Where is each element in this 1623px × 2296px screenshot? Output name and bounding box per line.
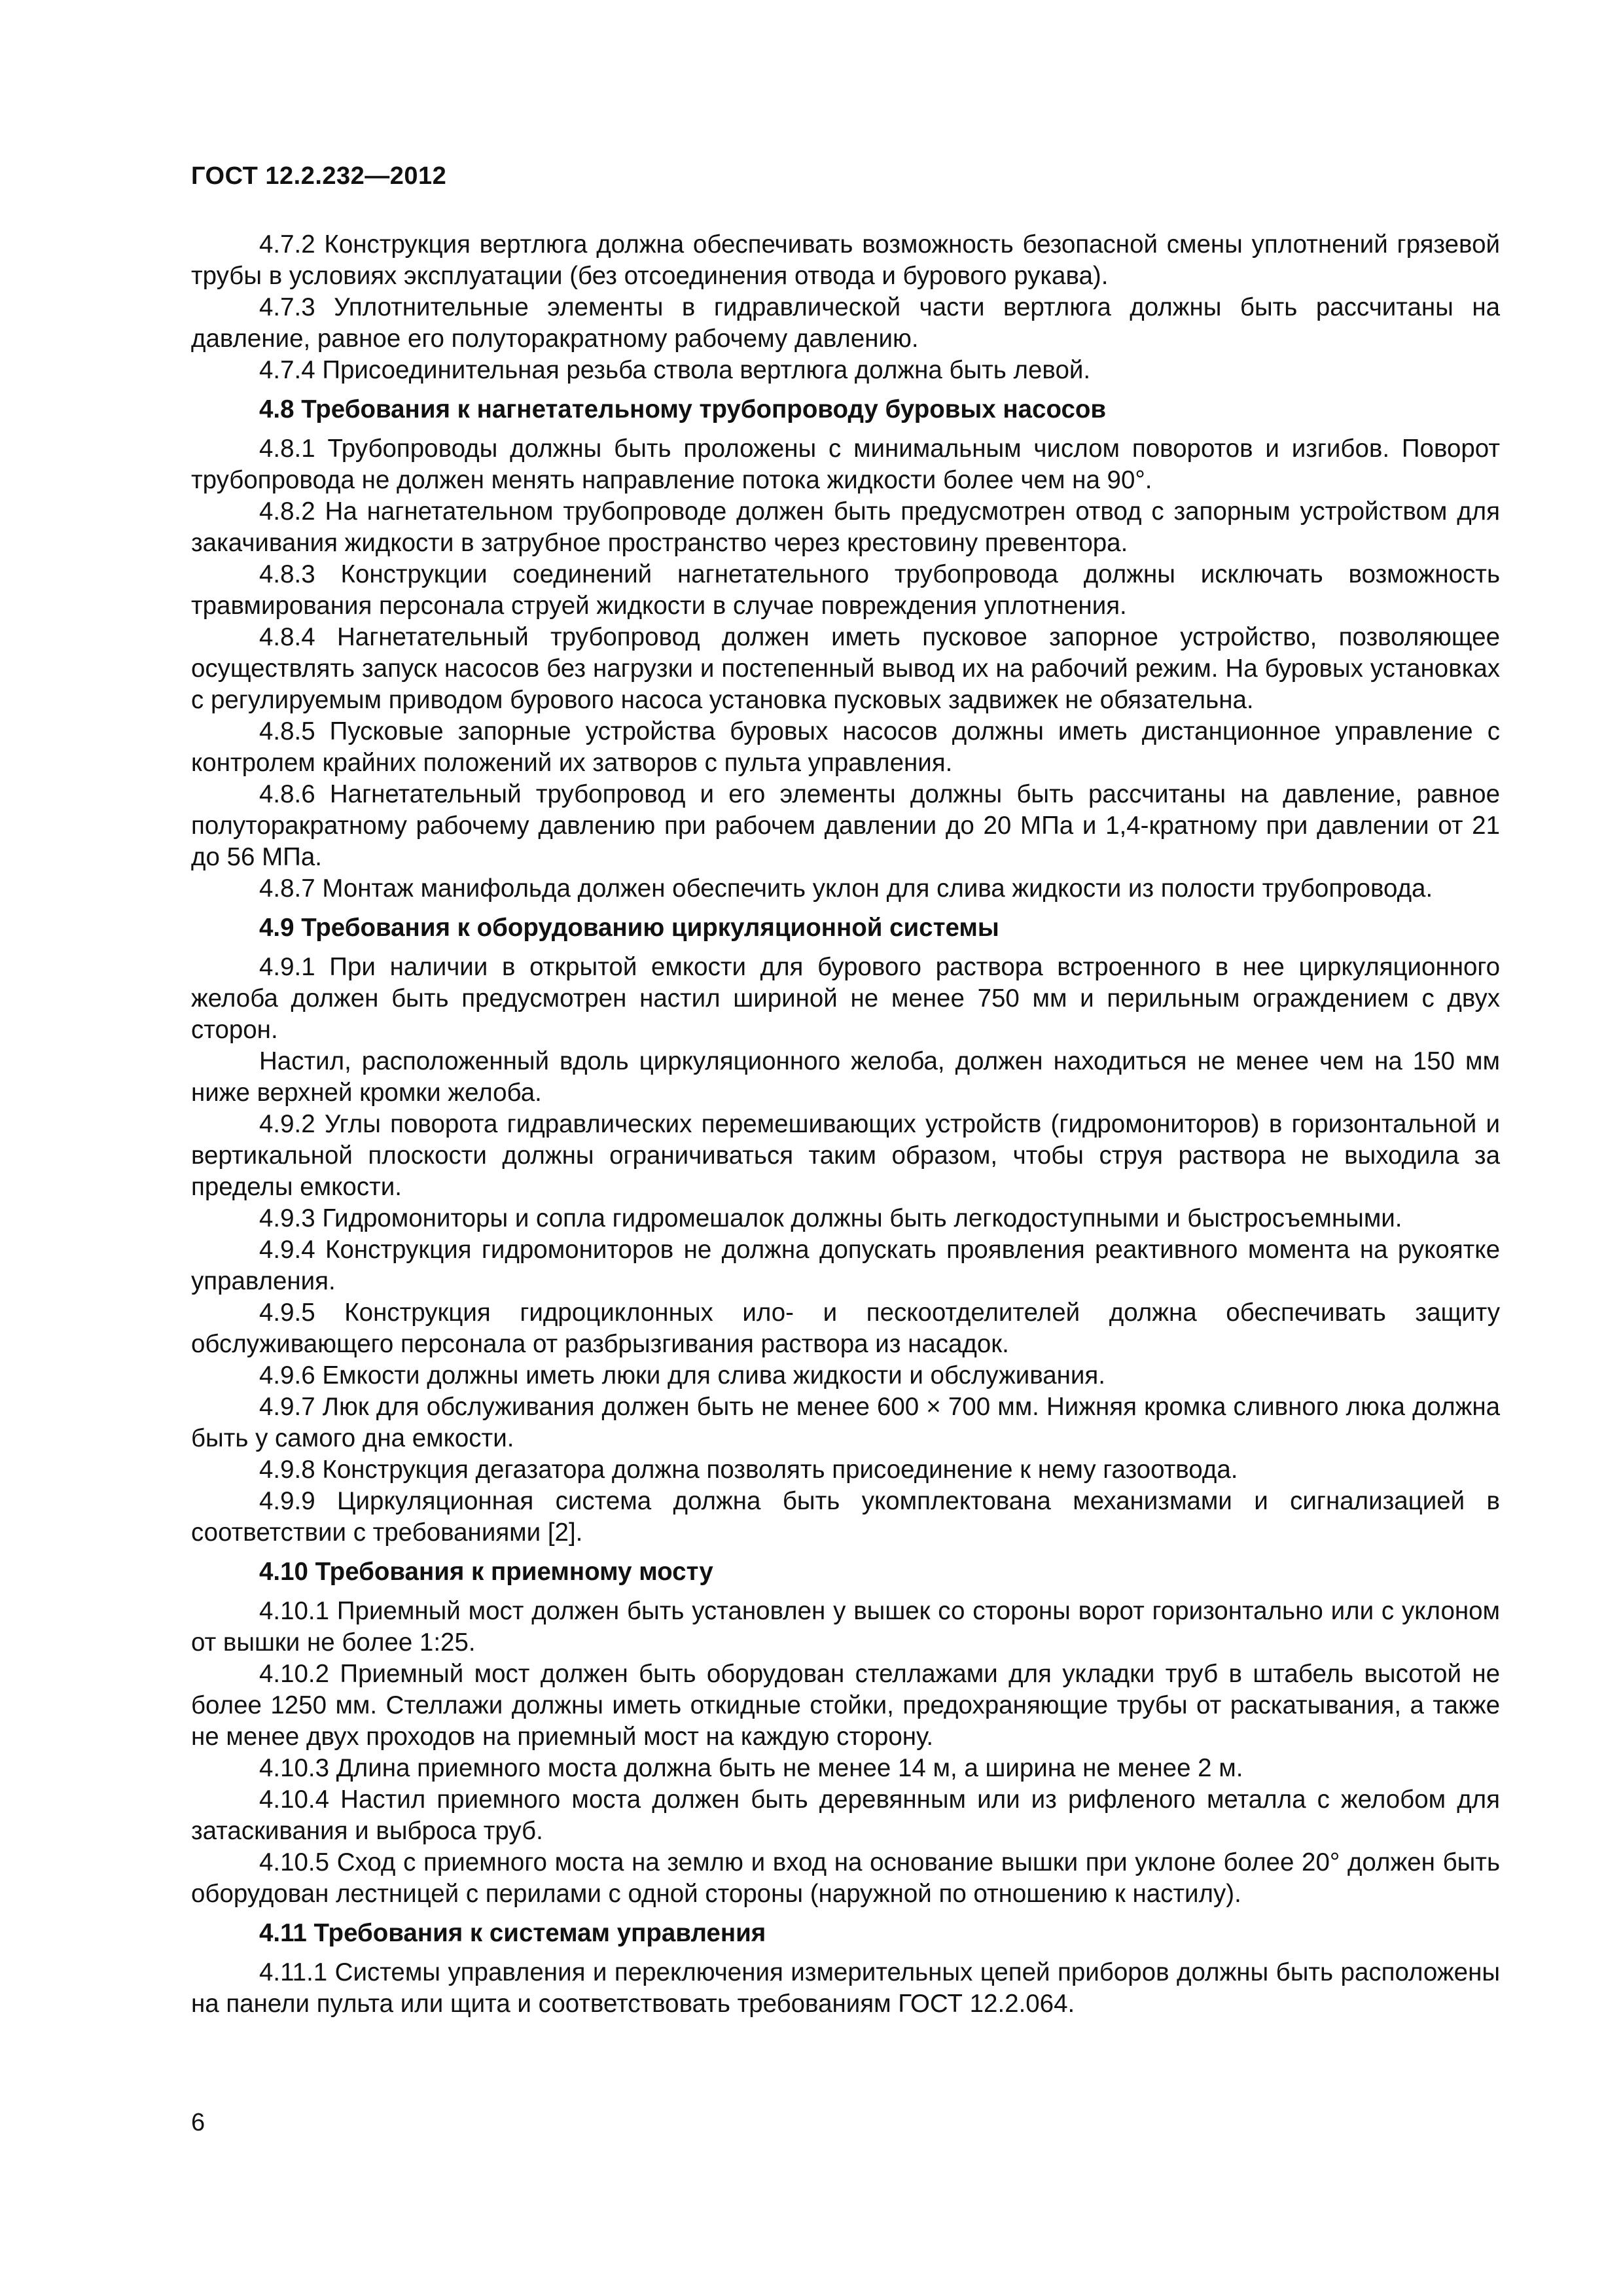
paragraph-4-8-1: 4.8.1 Трубопроводы должны быть проложены с минимальным числом поворотов и изгибов. Поворот трубопровода не должен менять направление потока жидкости более чем на 90°. bbox=[191, 435, 1500, 494]
section-heading-4-10: 4.10 Требования к приемному мосту bbox=[259, 1558, 713, 1586]
section-heading-4-11: 4.11 Требования к системам управления bbox=[259, 1919, 766, 1947]
paragraph-4-10-5: 4.10.5 Сход с приемного моста на землю и вход на основание вышки при уклоне более 20° должен быть оборудован лестницей с перилами с одной стороны (наружной по отношению к настилу). bbox=[191, 1848, 1500, 1908]
paragraph-4-8-5: 4.8.5 Пусковые запорные устройства буровых насосов должны иметь дистанционное управление с контролем крайних положений их затворов с пульта управления. bbox=[191, 717, 1500, 777]
paragraph-4-10-2: 4.10.2 Приемный мост должен быть оборудован стеллажами для укладки труб в штабель высотой не более 1250 мм. Стеллажи должны иметь откидные стойки, предохраняющие трубы от раскатывания, а также не менее двух проходов на приемный мост на каждую сторону. bbox=[191, 1660, 1500, 1751]
paragraph-4-8-4: 4.8.4 Нагнетательный трубопровод должен иметь пусковое запорное устройство, позволяющее осуществлять запуск насосов без нагрузки и постепенный вывод их на рабочий режим. На буровых установках с регулируемым приводом бурового насоса установка пусковых задвижек не обязательна. bbox=[191, 623, 1500, 714]
paragraph-4-9-8: 4.9.8 Конструкция дегазатора должна позволять присоединение к нему газоотвода. bbox=[259, 1456, 1238, 1484]
paragraph-4-9-7: 4.9.7 Люк для обслуживания должен быть не менее 600 × 700 мм. Нижняя кромка сливного люка должна быть у самого дна емкости. bbox=[191, 1393, 1500, 1452]
paragraph-4-10-3: 4.10.3 Длина приемного моста должна быть не менее 14 м, а ширина не менее 2 м. bbox=[259, 1754, 1243, 1782]
paragraph-4-8-7: 4.8.7 Монтаж манифольда должен обеспечить уклон для слива жидкости из полости трубопровода. bbox=[259, 874, 1433, 903]
paragraph-4-9-2: 4.9.2 Углы поворота гидравлических перемешивающих устройств (гидромониторов) в горизонтальной и вертикальной плоскости должны ограничиваться таким образом, чтобы струя раствора не выходила за пределы емкости. bbox=[191, 1110, 1500, 1201]
paragraph-4-10-1: 4.10.1 Приемный мост должен быть установлен у вышек со стороны ворот горизонтально или с уклоном от вышки не более 1:25. bbox=[191, 1597, 1500, 1657]
paragraph-4-8-2: 4.8.2 На нагнетательном трубопроводе должен быть предусмотрен отвод с запорным устройством для закачивания жидкости в затрубное пространство через крестовину превентора. bbox=[191, 497, 1500, 557]
paragraph-4-7-4: 4.7.4 Присоединительная резьба ствола вертлюга должна быть левой. bbox=[259, 356, 1091, 384]
paragraph-4-9-6: 4.9.6 Емкости должны иметь люки для слива жидкости и обслуживания. bbox=[259, 1361, 1105, 1390]
paragraph-4-9-1-continued: Настил, расположенный вдоль циркуляционного желоба, должен находиться не менее чем на 150 мм ниже верхней кромки желоба. bbox=[191, 1047, 1500, 1107]
paragraph-4-9-1: 4.9.1 При наличии в открытой емкости для бурового раствора встроенного в нее циркуляционного желоба должен быть предусмотрен настил шириной не менее 750 мм и перильным ограждением с двух сторон. bbox=[191, 953, 1500, 1044]
paragraph-4-7-3: 4.7.3 Уплотнительные элементы в гидравлической части вертлюга должны быть рассчитаны на давление, равное его полуторакратному рабочему давлению. bbox=[191, 293, 1500, 353]
paragraph-4-8-3: 4.8.3 Конструкции соединений нагнетательного трубопровода должны исключать возможность травмирования персонала струей жидкости в случае повреждения уплотнения. bbox=[191, 560, 1500, 620]
section-heading-4-9: 4.9 Требования к оборудованию циркуляционной системы bbox=[259, 914, 999, 942]
document-header: ГОСТ 12.2.232—2012 bbox=[191, 162, 447, 190]
paragraph-4-11-1: 4.11.1 Системы управления и переключения измерительных цепей приборов должны быть расположены на панели пульта или щита и соответствовать требованиям ГОСТ 12.2.064. bbox=[191, 1958, 1500, 2018]
paragraph-4-9-3: 4.9.3 Гидромониторы и сопла гидромешалок должны быть легкодоступными и быстросъемными. bbox=[259, 1204, 1402, 1232]
page-number: 6 bbox=[191, 2109, 205, 2136]
paragraph-4-7-2: 4.7.2 Конструкция вертлюга должна обеспечивать возможность безопасной смены уплотнений грязевой трубы в условиях эксплуатации (без отсоединения отвода и бурового рукава). bbox=[191, 230, 1500, 290]
paragraph-4-9-4: 4.9.4 Конструкция гидромониторов не должна допускать проявления реактивного момента на рукоятке управления. bbox=[191, 1236, 1500, 1295]
paragraph-4-9-9: 4.9.9 Циркуляционная система должна быть укомплектована механизмами и сигнализацией в соответствии с требованиями [2]. bbox=[191, 1487, 1500, 1547]
paragraph-4-10-4: 4.10.4 Настил приемного моста должен быть деревянным или из рифленого металла с желобом для затаскивания и выброса труб. bbox=[191, 1785, 1500, 1845]
paragraph-4-8-6: 4.8.6 Нагнетательный трубопровод и его элементы должны быть рассчитаны на давление, равное полуторакратному рабочему давлению при рабочем давлении до 20 МПа и 1,4-кратному при давлении от 21 до 56 МПа. bbox=[191, 780, 1500, 871]
section-heading-4-8: 4.8 Требования к нагнетательному трубопроводу буровых насосов bbox=[259, 395, 1107, 423]
document-body bbox=[191, 229, 1500, 2020]
paragraph-4-9-5: 4.9.5 Конструкция гидроциклонных ило- и пескоотделителей должна обеспечивать защиту обслуживающего персонала от разбрызгивания раствора из насадок. bbox=[191, 1299, 1500, 1358]
